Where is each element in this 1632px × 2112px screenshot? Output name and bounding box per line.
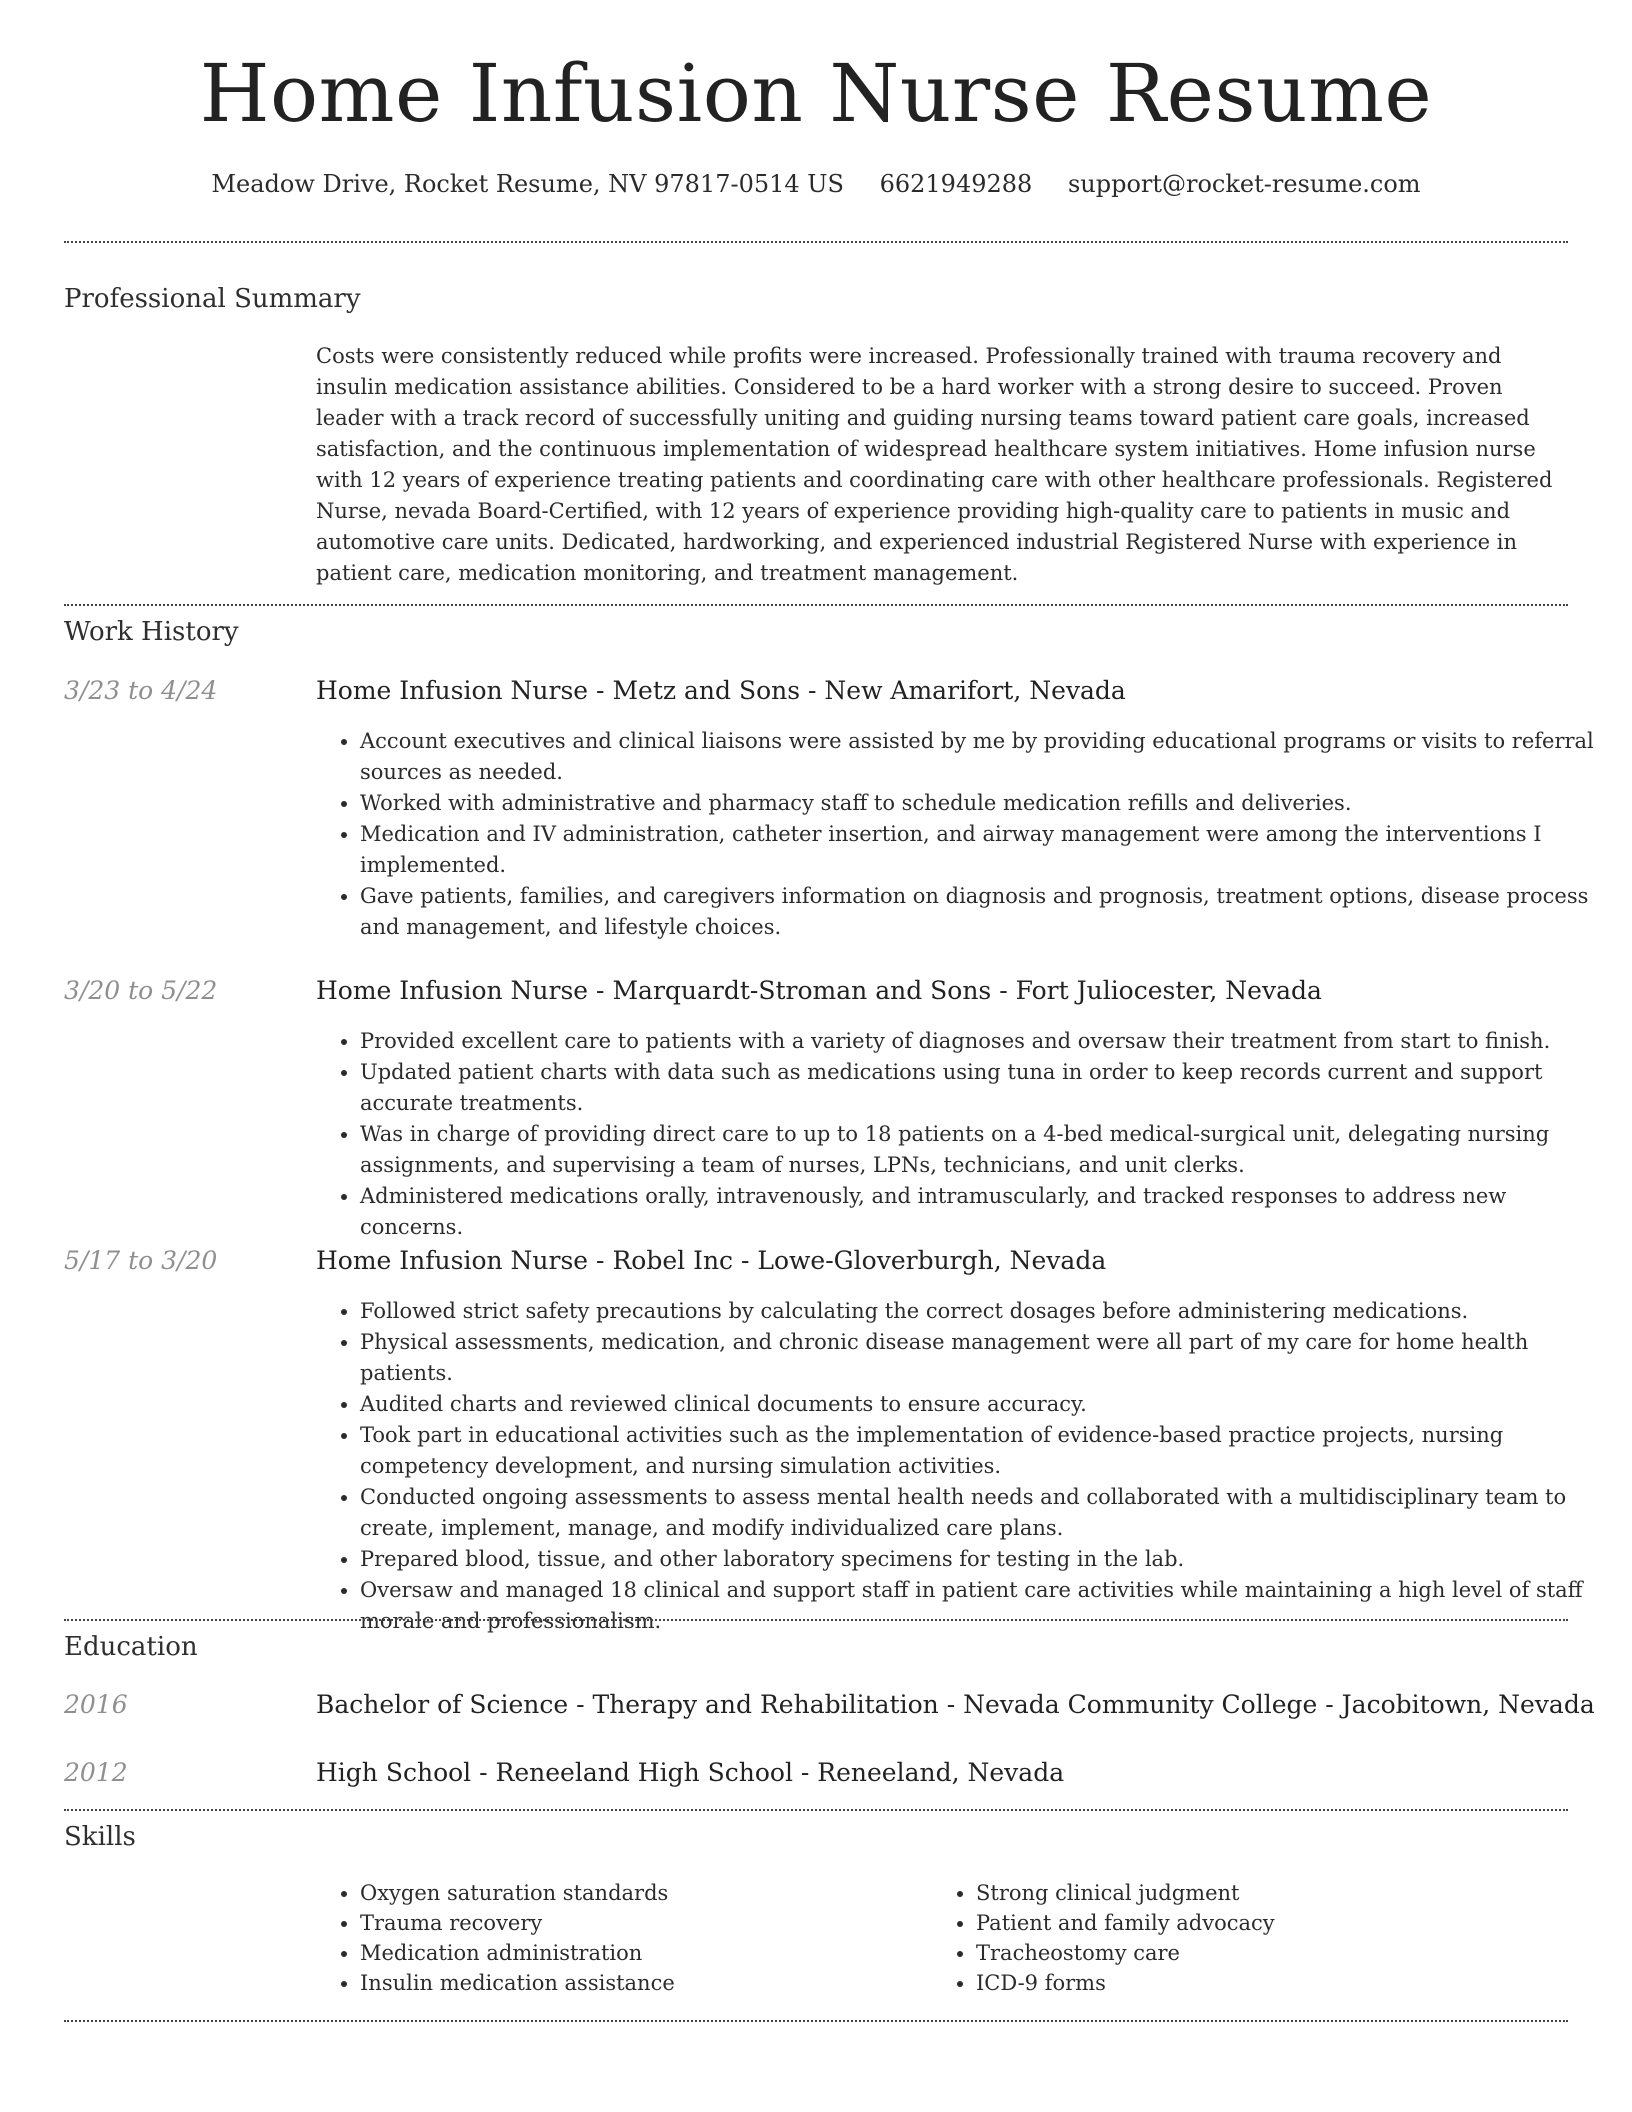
education-year: 2012 bbox=[64, 1758, 128, 1787]
divider bbox=[64, 1619, 1568, 1621]
skills-list-right bbox=[932, 1878, 1576, 1998]
skill-item: • Insulin medication assistance bbox=[360, 1968, 960, 1998]
contact-address: Meadow Drive, Rocket Resume, NV 97817-0514 US bbox=[211, 170, 844, 198]
section-title-education: Education bbox=[64, 1632, 198, 1662]
divider bbox=[64, 1809, 1568, 1811]
list-item: • Gave patients, families, and caregivers information on diagnosis and prognosis, treatment options, disease process and management, and lifestyle choices. bbox=[360, 881, 1614, 943]
list-item: • Medication and IV administration, catheter insertion, and airway management were among the interventions I implemented. bbox=[360, 819, 1614, 881]
contact-phone: 6621949288 bbox=[879, 170, 1033, 198]
section-title-summary: Professional Summary bbox=[64, 284, 361, 314]
list-item: • Worked with administrative and pharmacy staff to schedule medication refills and deliveries. bbox=[360, 788, 1614, 819]
list-item: • Updated patient charts with data such as medications using tuna in order to keep records current and support accurate treatments. bbox=[360, 1057, 1614, 1119]
contact-line bbox=[0, 170, 1632, 198]
education-year: 2016 bbox=[64, 1690, 128, 1719]
section-title-skills: Skills bbox=[64, 1822, 136, 1852]
skill-item: • Trauma recovery bbox=[360, 1908, 960, 1938]
list-item: • Audited charts and reviewed clinical documents to ensure accuracy. bbox=[360, 1389, 1614, 1420]
job-bullets bbox=[316, 726, 1614, 943]
skill-item: • Strong clinical judgment bbox=[976, 1878, 1576, 1908]
job-dates: 3/23 to 4/24 bbox=[64, 676, 218, 705]
resume-title: Home Infusion Nurse Resume bbox=[199, 47, 1433, 140]
divider bbox=[64, 604, 1568, 606]
list-item: • Account executives and clinical liaisons were assisted by me by providing educational programs or visits to referral sources as needed. bbox=[360, 726, 1614, 788]
skill-item: • Medication administration bbox=[360, 1938, 960, 1968]
list-item: • Oversaw and managed 18 clinical and support staff in patient care activities while maintaining a high level of staff morale and professionalism. bbox=[360, 1575, 1614, 1637]
list-item: • Took part in educational activities such as the implementation of evidence-based practice projects, nursing competency development, and nursing simulation activities. bbox=[360, 1420, 1614, 1482]
job-bullets bbox=[316, 1026, 1614, 1243]
list-item: • Prepared blood, tissue, and other laboratory specimens for testing in the lab. bbox=[360, 1544, 1614, 1575]
job-dates: 5/17 to 3/20 bbox=[64, 1246, 218, 1275]
skills-list-left bbox=[316, 1878, 960, 1998]
skill-item: • Patient and family advocacy bbox=[976, 1908, 1576, 1938]
skill-item: • Oxygen saturation standards bbox=[360, 1878, 960, 1908]
list-item: • Administered medications orally, intravenously, and intramuscularly, and tracked responses to address new concerns. bbox=[360, 1181, 1614, 1243]
job-title: Home Infusion Nurse - Metz and Sons - New Amarifort, Nevada bbox=[316, 676, 1126, 705]
job-title: Home Infusion Nurse - Marquardt-Stroman and Sons - Fort Juliocester, Nevada bbox=[316, 976, 1322, 1005]
summary-text: Costs were consistently reduced while profits were increased. Professionally trained with trauma recovery and insulin medication assistance abilities. Considered to be a hard worker with a strong desire to succeed. Proven leader with a track record of successfully uniting and guiding nursing teams toward patient care goals, increased satisfaction, and the continuous implementation of widespread healthcare system initiatives. Home infusion nurse with 12 years of experience treating patients and coordinating care with other healthcare professionals. Registered Nurse, nevada Board-Certified, with 12 years of experience providing high-quality care to patients in music and automotive care units. Dedicated, hardworking, and experienced industrial Registered Nurse with experience in patient care, medication monitoring, and treatment management. bbox=[316, 344, 1553, 585]
job-dates: 3/20 to 5/22 bbox=[64, 976, 218, 1005]
education-entry: High School - Reneeland High School - Reneeland, Nevada bbox=[316, 1758, 1065, 1787]
skill-item: • ICD-9 forms bbox=[976, 1968, 1576, 1998]
list-item: • Was in charge of providing direct care to up to 18 patients on a 4-bed medical-surgical unit, delegating nursing assignments, and supervising a team of nurses, LPNs, technicians, and unit clerks. bbox=[360, 1119, 1614, 1181]
contact-email: support@rocket-resume.com bbox=[1067, 170, 1421, 198]
divider bbox=[64, 241, 1568, 243]
list-item: • Conducted ongoing assessments to assess mental health needs and collaborated with a multidisciplinary team to create, implement, manage, and modify individualized care plans. bbox=[360, 1482, 1614, 1544]
skill-item: • Tracheostomy care bbox=[976, 1938, 1576, 1968]
education-entry: Bachelor of Science - Therapy and Rehabilitation - Nevada Community College - Jacobitown, Nevada bbox=[316, 1690, 1595, 1719]
list-item: • Followed strict safety precautions by calculating the correct dosages before administering medications. bbox=[360, 1296, 1614, 1327]
list-item: • Provided excellent care to patients with a variety of diagnoses and oversaw their treatment from start to finish. bbox=[360, 1026, 1614, 1057]
divider bbox=[64, 2020, 1568, 2022]
job-title: Home Infusion Nurse - Robel Inc - Lowe-Gloverburgh, Nevada bbox=[316, 1246, 1107, 1275]
section-title-work: Work History bbox=[64, 617, 239, 647]
list-item: • Physical assessments, medication, and chronic disease management were all part of my care for home health patients. bbox=[360, 1327, 1614, 1389]
job-bullets bbox=[316, 1296, 1614, 1637]
